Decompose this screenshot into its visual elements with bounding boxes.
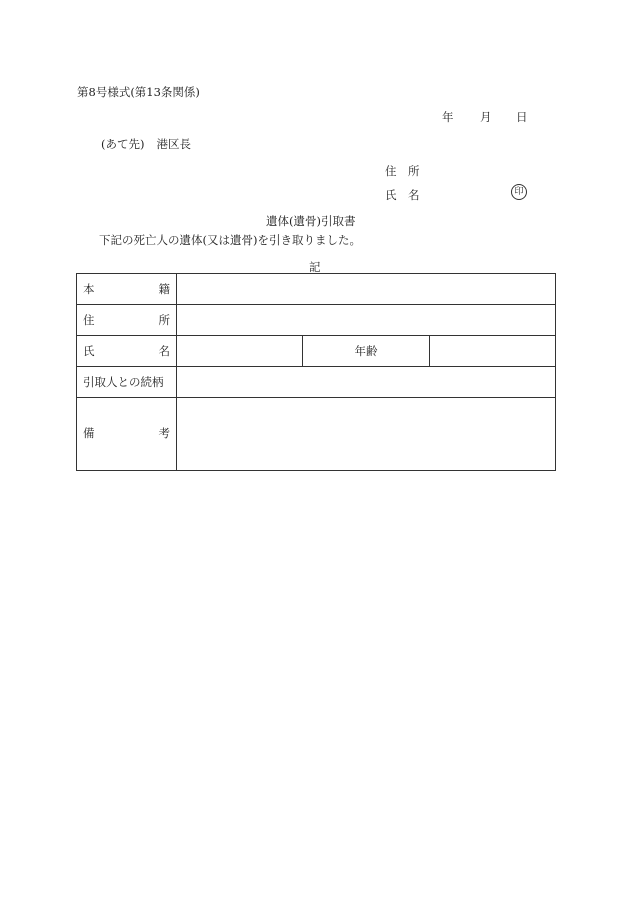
value-age[interactable] <box>429 336 555 367</box>
ki-label: 記 <box>309 260 321 274</box>
date-year: 年 <box>442 110 454 124</box>
value-remarks[interactable] <box>177 398 556 471</box>
label-relationship: 引取人との続柄 <box>77 367 177 398</box>
value-relationship[interactable] <box>177 367 556 398</box>
date-month: 月 <box>480 110 492 124</box>
label-honseki: 本 籍 <box>77 274 177 305</box>
form-number: 第8号様式(第13条関係) <box>77 85 200 99</box>
record-table <box>76 273 556 471</box>
body-text: 下記の死亡人の遺体(又は遺骨)を引き取りました。 <box>99 233 361 247</box>
row-remarks <box>77 398 556 471</box>
label-jusho: 住 所 <box>77 305 177 336</box>
row-shimei <box>77 336 556 367</box>
row-jusho <box>77 305 556 336</box>
addressee <box>101 136 191 152</box>
value-honseki[interactable] <box>177 274 556 305</box>
label-shimei: 氏 名 <box>77 336 177 367</box>
document-title: 遺体(遺骨)引取書 <box>266 214 356 228</box>
label-remarks: 備 考 <box>77 398 177 471</box>
row-relationship <box>77 367 556 398</box>
applicant-address-label: 住 所 <box>385 164 420 178</box>
label-age: 年齢 <box>303 336 429 367</box>
addressee-name: 港区長 <box>156 137 191 151</box>
date-day: 日 <box>516 110 528 124</box>
row-honseki <box>77 274 556 305</box>
value-shimei[interactable] <box>177 336 303 367</box>
seal-mark: 印 <box>511 184 527 200</box>
value-jusho[interactable] <box>177 305 556 336</box>
addressee-prefix: (あて先) <box>101 137 145 151</box>
applicant-name-label: 氏 名 <box>385 188 420 202</box>
